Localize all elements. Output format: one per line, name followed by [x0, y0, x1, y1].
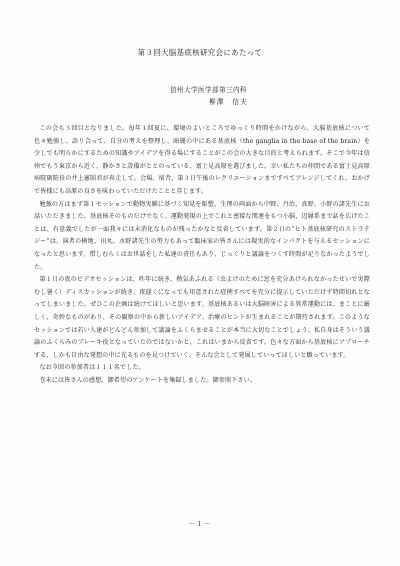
paragraph: 勉強の方はまず第１セッションで動物実験に基づく知見を彫塑、生理の両面から中野、丹治、真野、小野の諸先生にお話いただきました。基底核そのものだけでなく、運動発現の上でこれと密接な関連をもつ小脳、辺縁系まで話を広げたことは、有意義でしたが一面我々には未消化なものが残ったかなと反省しています。第２日の“ヒト基底核研究のストラテジー”は、演者の横地、田丸、水野諸先生の努力もあって臨床家の皆さんには現実的なインパクトを与えるセッションになったと思います。惜しむらくはお世話をした私達の責任もあり、じっくりと議論をつくす時間が足りなかったようでした。 — [34, 200, 370, 271]
author-name: 柳澤 信夫 — [209, 98, 248, 106]
paragraph: 巻末には皆さんの感想、御希望のアンケートを集録しました。御参照下さい。 — [39, 376, 256, 384]
paragraph: この会も３回目となりました。毎年１回夏に、環境のよいところでゆっくり時間をかけながら、大脳基底核について色々勉強し、語り合って、自分の考えを整理し、暗闇の中にある基底核（the ganglia in the base of the brain）を少しでも明らかにするための知識やアイデアを得る場にすることがこの会の大きな目的と考えられます。そこで今年は信州でもう東京から近く、静かさと設備がととのっている、富士見高原を選びました。幸い私たちの仲間である富士見高原病院副院長の井上憲昭君が奔走して、会場、宿舎、第３日午後のレクリエーションまですべてアレンジしてくれ、おかげで皆様にも高原の良さを味わっていただけたことと存じます。 — [34, 125, 370, 195]
body-text — [34, 123, 370, 387]
paragraph: 第１日の夜のビデオセッションは、昨年に続き、熱気あふれる（虫よけのために窓を充分あけられなかったせいで実際むし暑く）ディスカッションが続き、夜遅くになっても用意された症例すべてを充分に提示していただけず時間切れとなってしまいました。ぜひこの企画は続けてほしいと思います。基底核あるいは大脳障害による異常運動には、まことに厳しく、奇妙なものがあり、その観察の中から新しいアイデア、治療のヒントが生まれることが期待されます。このようなセッションでは若い人達がどんどん参加して議論をふくらませることが本当に大切なことでしょう。私自身はそういう議論のふくらみのブレーキ役となっていたのではないかと、これはいまから反省です。色々な方面から基底核にアプローチする、しかも自由な発想の中に光るものを見つけていく、そんな会として発展していってほしいと願っています。 — [34, 276, 370, 359]
paragraph: なお今回の参加者は１１１名でした。 — [39, 364, 145, 372]
author-affiliation: 信州大学医学部第三内科 — [170, 86, 247, 94]
page-number: －１－ — [188, 520, 212, 528]
document-title: 第３回大脳基底核研究会にあたって — [137, 48, 263, 57]
